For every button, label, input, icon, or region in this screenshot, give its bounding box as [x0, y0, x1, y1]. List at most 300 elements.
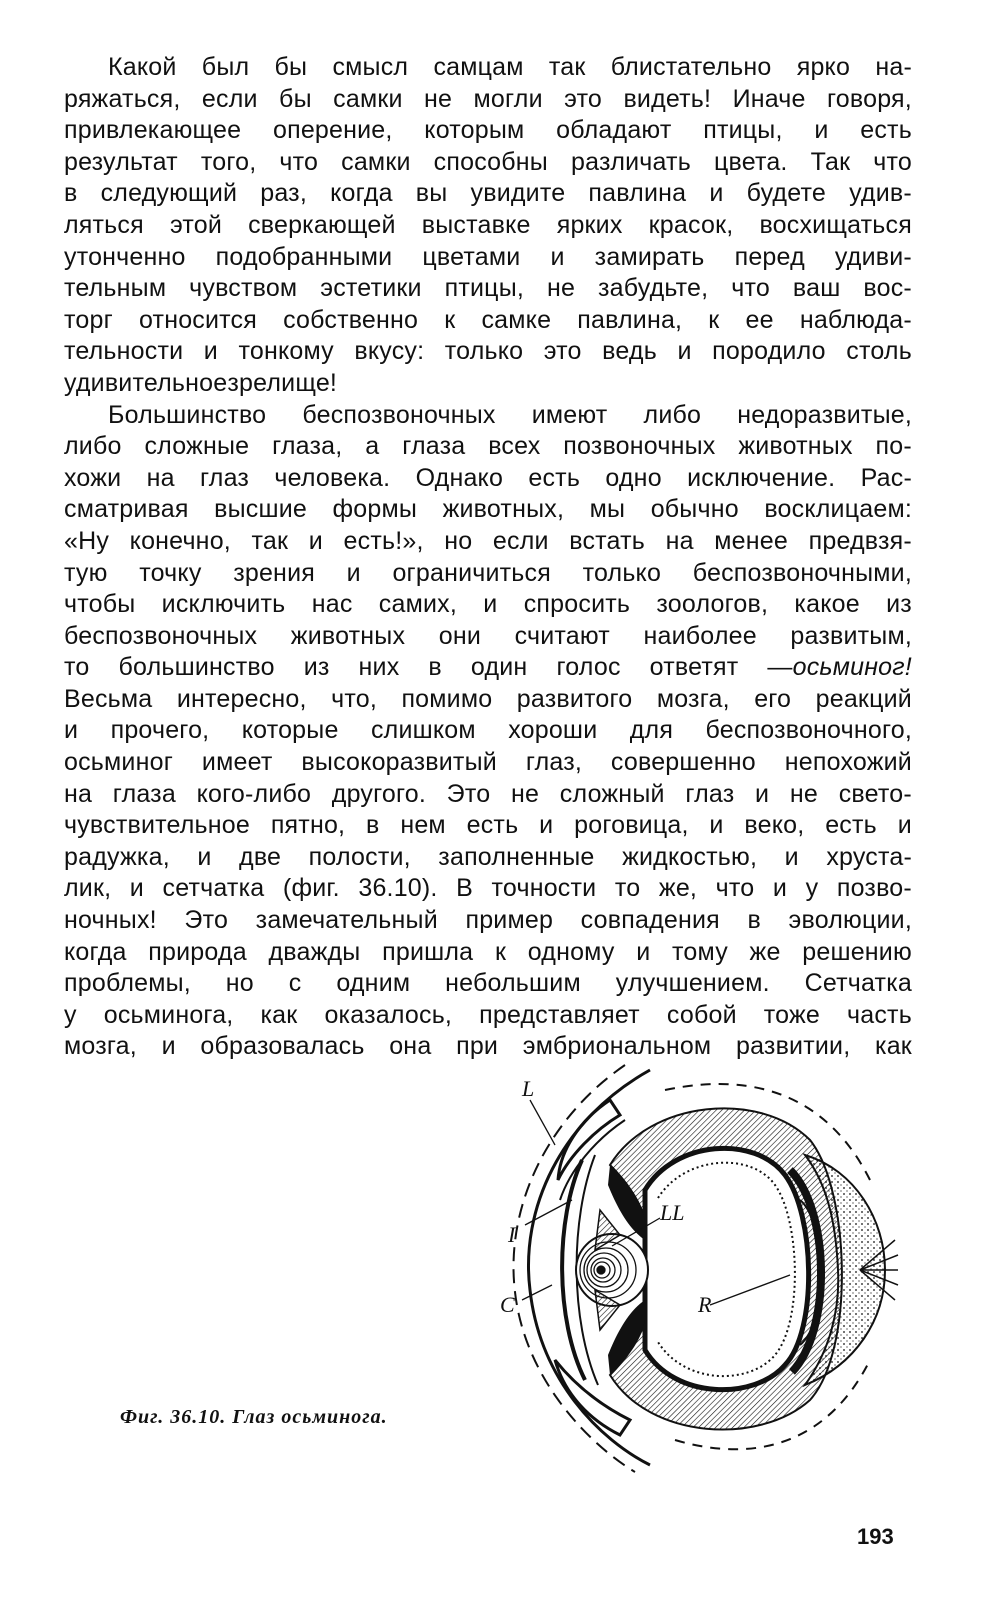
word: глаз	[200, 463, 250, 492]
word: свето-	[838, 779, 912, 808]
word: обычно	[650, 495, 739, 524]
word: небольшим	[445, 969, 581, 998]
word: и	[709, 811, 724, 840]
word: глаза	[402, 432, 466, 461]
word: не	[511, 779, 540, 808]
word: и	[636, 937, 651, 966]
word: менее	[714, 526, 789, 555]
word: не	[546, 274, 576, 303]
word: развитого	[516, 684, 633, 713]
label-I: I	[508, 1222, 516, 1247]
word: кого-либо	[196, 779, 312, 808]
word: интересно,	[176, 684, 307, 713]
text-line	[64, 52, 912, 84]
word: хруста-	[826, 842, 912, 871]
text-line	[64, 431, 912, 463]
word: что	[279, 147, 319, 176]
word: есть	[466, 811, 519, 840]
word: что	[873, 147, 912, 176]
text-line	[64, 968, 912, 1000]
text-line	[64, 558, 912, 590]
word: на-	[875, 53, 912, 81]
word: беспозвоночных	[302, 400, 496, 429]
word: ответят	[649, 653, 739, 682]
word: радужка,	[64, 842, 170, 871]
word: одно	[605, 463, 662, 492]
word: из	[886, 590, 912, 619]
word: и	[197, 842, 212, 871]
word: пример	[465, 906, 554, 935]
word: осьминога,	[103, 1000, 234, 1029]
word: Большинство	[108, 400, 267, 429]
word: в	[366, 811, 380, 840]
word: будете	[746, 179, 826, 208]
word: развитии,	[735, 1032, 851, 1061]
word: Это	[184, 906, 229, 935]
word: жидкостью,	[622, 842, 758, 871]
word: выставке	[421, 210, 531, 239]
word: формы	[332, 495, 418, 524]
word: эстетики	[320, 274, 422, 303]
word: же,	[658, 874, 698, 903]
word: и	[755, 779, 770, 808]
word: реакций	[815, 684, 912, 713]
word: ведь	[602, 337, 657, 366]
text-line	[64, 747, 912, 779]
label-C: C	[500, 1292, 515, 1317]
word: наблюда-	[799, 305, 912, 334]
word: совершенно	[610, 748, 756, 777]
figure-caption: Фиг. 36.10. Глаз осьминога.	[120, 1406, 388, 1428]
word: что	[731, 274, 770, 303]
word: ярких	[556, 210, 623, 239]
word: Однако	[415, 463, 504, 492]
word: породило	[712, 337, 826, 366]
word: собственно	[283, 305, 419, 334]
word: ваш	[792, 274, 841, 303]
word: спросить	[523, 590, 631, 619]
word: по-	[875, 432, 912, 461]
word: (фиг.	[282, 874, 340, 903]
word: удивительное	[64, 368, 228, 397]
word: беспозвоночными,	[692, 558, 912, 587]
word: а	[365, 432, 380, 461]
word: исключить	[161, 590, 286, 619]
word: как	[875, 1032, 912, 1061]
word: есть	[860, 116, 912, 145]
body-text	[64, 52, 912, 1063]
word: веко,	[744, 811, 805, 840]
word: и	[784, 842, 799, 871]
word: «Ну	[64, 526, 110, 555]
word: у	[805, 874, 819, 903]
word: способны	[433, 147, 548, 176]
word: глаза,	[272, 432, 343, 461]
word: тонкому	[238, 337, 334, 366]
word: удив-	[849, 179, 912, 208]
word: восклицаем:	[764, 495, 912, 524]
word: животных	[738, 432, 853, 461]
word: к	[444, 305, 456, 334]
word: ляться	[64, 210, 144, 239]
word: улучшением.	[615, 969, 770, 998]
word: мозга,	[64, 1032, 137, 1061]
word: Это	[446, 779, 491, 808]
word: его	[754, 684, 792, 713]
word: Какой	[108, 53, 177, 81]
word: тому	[672, 937, 728, 966]
word: полости,	[308, 842, 411, 871]
text-line	[64, 210, 912, 242]
text-line	[64, 494, 912, 526]
word: что	[715, 874, 755, 903]
text-line	[64, 810, 912, 842]
word: так	[251, 526, 289, 555]
word: на	[146, 463, 175, 492]
word: результат	[64, 147, 178, 176]
word: одним	[336, 969, 411, 998]
word: и	[539, 811, 554, 840]
word: позвоночных	[563, 432, 716, 461]
word: эволюции,	[788, 906, 912, 935]
word: птицы,	[703, 116, 783, 145]
word: позво-	[836, 874, 912, 903]
word: нас	[311, 590, 353, 619]
word: если	[201, 84, 258, 113]
word: эмбриональном	[522, 1032, 712, 1061]
text-line	[64, 779, 912, 811]
word: вы	[415, 179, 448, 208]
word: точку	[139, 558, 202, 587]
word: нем	[400, 811, 446, 840]
word: сложные	[144, 432, 250, 461]
word: глаз,	[525, 748, 583, 777]
word: самки	[333, 84, 403, 113]
word: павлина,	[577, 305, 683, 334]
word: сверкающей	[248, 210, 396, 239]
text-line	[64, 715, 912, 747]
word: тельным	[64, 274, 167, 303]
octopus-eye-figure	[500, 1060, 900, 1480]
word: на	[665, 526, 694, 555]
word: различать	[571, 147, 691, 176]
word: самки	[341, 147, 411, 176]
word: совпадения	[580, 906, 720, 935]
word: есть	[528, 463, 581, 492]
word: и	[161, 1032, 176, 1061]
text-line	[64, 115, 912, 147]
word: ее	[745, 305, 774, 334]
page-number: 193	[857, 1524, 894, 1549]
lens	[576, 1234, 648, 1306]
word: вос-	[863, 274, 912, 303]
word: какое	[794, 590, 860, 619]
word: бы	[274, 53, 308, 81]
word: сматривая	[64, 495, 189, 524]
word: видеть!	[623, 84, 712, 113]
word: только	[582, 558, 662, 587]
text-line	[64, 842, 912, 874]
word: этой	[169, 210, 222, 239]
word: хожи	[64, 463, 122, 492]
word: обладают	[556, 116, 672, 145]
word: зоологов,	[656, 590, 769, 619]
word: когда	[330, 179, 393, 208]
vitreous-cavity	[645, 1148, 809, 1389]
word: столь	[846, 337, 912, 366]
word: говоря,	[827, 84, 912, 113]
word: перед	[734, 242, 805, 271]
text-line	[64, 621, 912, 653]
word: и	[677, 337, 692, 366]
word: проблемы,	[64, 969, 191, 998]
word: роговица,	[574, 811, 689, 840]
word: большинство	[118, 653, 275, 682]
word: часть	[847, 1000, 912, 1029]
word: ряжаться,	[64, 84, 181, 113]
word: то	[64, 653, 90, 682]
word: либо	[643, 400, 702, 429]
word: хороши	[508, 716, 598, 745]
word: всех	[488, 432, 541, 461]
word: точности	[491, 874, 597, 903]
word: и	[346, 558, 361, 587]
word: В	[456, 874, 473, 903]
word: павлина	[588, 179, 687, 208]
word: из	[303, 653, 330, 682]
text-line	[64, 147, 912, 179]
word: это	[564, 84, 603, 113]
word: относится	[138, 305, 257, 334]
word: и	[550, 242, 565, 271]
word: осьминог	[64, 748, 174, 777]
word: с	[288, 969, 302, 998]
word: тоже	[763, 1000, 820, 1029]
word: к	[708, 305, 720, 334]
word: и	[129, 874, 144, 903]
word: и	[64, 716, 79, 745]
word: один	[470, 653, 528, 682]
word: торг	[64, 305, 113, 334]
word: ярко	[796, 53, 851, 81]
word: же	[749, 937, 781, 966]
word: зрелище!	[227, 368, 338, 397]
word: и	[709, 179, 724, 208]
word: непохожий	[784, 748, 912, 777]
word: беспозвоночного,	[705, 716, 912, 745]
word: подобранными	[215, 242, 393, 271]
word: чтобы	[64, 590, 136, 619]
word: следующий	[100, 179, 238, 208]
word: когда	[64, 937, 127, 966]
word: что,	[331, 684, 377, 713]
word: представляет	[479, 1000, 640, 1029]
word: они	[438, 621, 482, 650]
word: и	[203, 337, 218, 366]
word: животных	[290, 621, 406, 650]
word: ограничиться	[392, 558, 551, 587]
text-line	[64, 873, 912, 905]
word: высокоразвитый	[301, 748, 497, 777]
word: конечно,	[129, 526, 231, 555]
word: образовалась	[200, 1032, 365, 1061]
word: сложный	[559, 779, 665, 808]
word: высшие	[214, 495, 307, 524]
word: наиболее	[643, 621, 757, 650]
word: она	[389, 1032, 432, 1061]
word: оперение,	[272, 116, 393, 145]
text-line	[64, 305, 912, 337]
word: предвзя-	[808, 526, 912, 555]
word: на	[64, 779, 93, 808]
word: пришла	[382, 937, 474, 966]
word: лик,	[64, 874, 112, 903]
text-line	[64, 1031, 912, 1063]
word: и	[483, 590, 498, 619]
word: природа	[148, 937, 247, 966]
italic-word: осьминог!	[792, 653, 912, 682]
word: тельности	[64, 337, 184, 366]
word: замечательный	[255, 906, 438, 935]
word: и	[814, 116, 829, 145]
word: развитым,	[790, 621, 912, 650]
word: чувствительное	[64, 811, 250, 840]
word: восхищаться	[759, 210, 912, 239]
word: самке	[481, 305, 552, 334]
text-line	[64, 336, 912, 368]
word: тую	[64, 558, 108, 587]
word: исключение.	[687, 463, 836, 492]
word: Так	[810, 147, 851, 176]
word: самцам	[433, 53, 524, 81]
word: одному	[527, 937, 615, 966]
word: либо	[64, 432, 122, 461]
word: привлекающее	[64, 116, 242, 145]
word: прочего,	[110, 716, 210, 745]
word: Сетчатка	[804, 969, 912, 998]
word: как	[260, 1000, 298, 1029]
word: только	[444, 337, 524, 366]
word: зрения	[233, 558, 315, 587]
word: так	[548, 53, 586, 81]
word: недоразвитые,	[737, 400, 912, 429]
word: но	[225, 969, 254, 998]
word: самих,	[378, 590, 457, 619]
word: птицы,	[444, 274, 525, 303]
text-line	[64, 463, 912, 495]
text-line	[64, 589, 912, 621]
word: имеет	[201, 748, 273, 777]
word: пятно,	[270, 811, 346, 840]
label-LL: LL	[660, 1200, 685, 1225]
word: вкусу:	[354, 337, 425, 366]
text-line	[64, 905, 912, 937]
text-line	[64, 684, 912, 716]
word: глаза	[112, 779, 176, 808]
word: ночных!	[64, 906, 157, 935]
text-line	[64, 1000, 912, 1032]
word: беспозвоночных	[64, 621, 258, 650]
word: них	[358, 653, 400, 682]
label-R: R	[698, 1292, 712, 1317]
word: решению	[802, 937, 912, 966]
word: есть!»,	[343, 526, 424, 555]
word: цветами	[422, 242, 521, 271]
word: —осьминог!	[767, 653, 912, 682]
word: мозга,	[656, 684, 730, 713]
word: красок,	[648, 210, 734, 239]
text-line	[64, 368, 912, 400]
word: блистательно	[610, 53, 772, 81]
word: могли	[473, 84, 543, 113]
word: помимо	[401, 684, 493, 713]
word: оказалось,	[324, 1000, 453, 1029]
text-line	[64, 652, 912, 684]
word: и	[772, 874, 788, 903]
word: к	[494, 937, 507, 966]
word: бы	[279, 84, 312, 113]
word: увидите	[470, 179, 566, 208]
word: слишком	[370, 716, 476, 745]
word: мы	[589, 495, 626, 524]
word: для	[629, 716, 674, 745]
word: в	[747, 906, 761, 935]
word: имеют	[531, 400, 608, 429]
word: того,	[200, 147, 257, 176]
text-line	[64, 400, 912, 432]
word: смысл	[332, 53, 409, 81]
word: 36.10).	[358, 874, 438, 903]
word: цвета.	[713, 147, 788, 176]
word: животных,	[442, 495, 565, 524]
text-line	[64, 84, 912, 116]
word: встать	[569, 526, 645, 555]
word: Рас-	[860, 463, 912, 492]
text-line	[64, 178, 912, 210]
word: то	[614, 874, 641, 903]
text-line	[64, 526, 912, 558]
word: был	[201, 53, 250, 81]
word: удиви-	[834, 242, 912, 271]
word: Весьма	[64, 684, 153, 713]
word: забудьте,	[598, 274, 709, 303]
word: дважды	[268, 937, 361, 966]
word: не	[789, 779, 819, 808]
text-line	[64, 273, 912, 305]
word: другого.	[331, 779, 426, 808]
word: считают	[514, 621, 610, 650]
word: это	[543, 337, 582, 366]
word: и	[308, 526, 323, 555]
word: человека.	[274, 463, 391, 492]
word: заполненные	[438, 842, 595, 871]
word: которым	[424, 116, 525, 145]
word: у	[64, 1000, 77, 1029]
word: чувством	[189, 274, 298, 303]
word: которые	[241, 716, 339, 745]
word: в	[64, 179, 78, 208]
word: раз,	[260, 179, 307, 208]
word: не	[424, 84, 453, 113]
word: замирать	[594, 242, 705, 271]
word: глаз	[685, 779, 735, 808]
word: если	[492, 526, 549, 555]
word: но	[444, 526, 473, 555]
word: собой	[666, 1000, 737, 1029]
word: и	[897, 811, 912, 840]
word: есть	[825, 811, 877, 840]
word: сетчатка	[162, 874, 265, 903]
